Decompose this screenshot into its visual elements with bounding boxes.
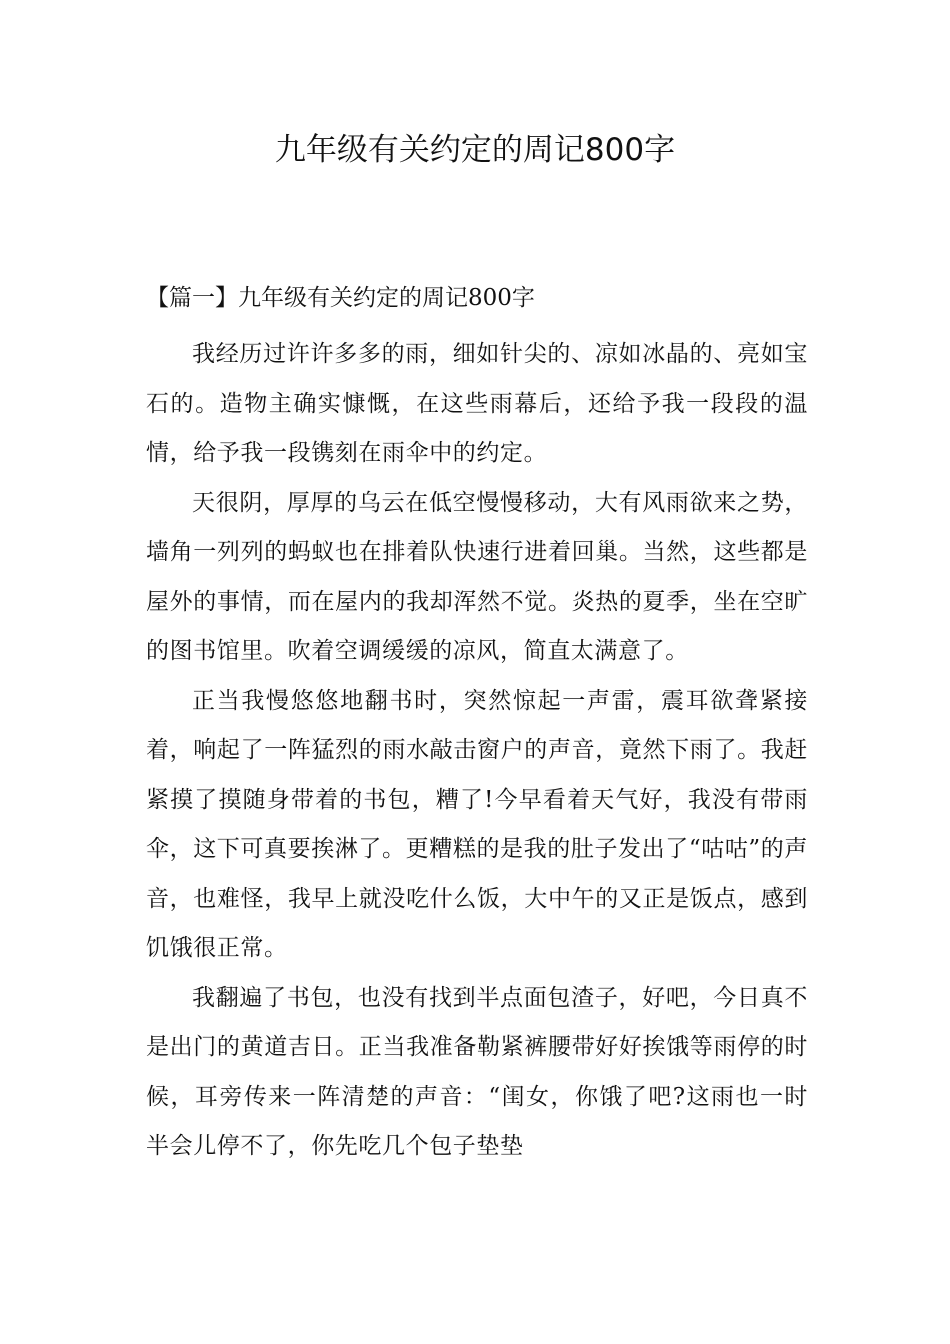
paragraph-1: 我经历过许许多多的雨，细如针尖的、凉如冰晶的、亮如宝石的。造物主确实慷慨，在这些雨幕后，还给予我一段段的温情，给予我一段镌刻在雨伞中的约定。 (146, 341, 808, 466)
document-title: 九年级有关约定的周记800字 (274, 132, 676, 168)
section-heading: 【篇一】九年级有关约定的周记800字 (146, 285, 535, 311)
paragraph-4: 我翻遍了书包，也没有找到半点面包渣子，好吧，今日真不是出门的黄道吉日。正当我准备勒紧裤腰带好好挨饿等雨停的时候，耳旁传来一阵清楚的声音：“闺女，你饿了吧?这雨也一时半会儿停不了，你先吃几个包子垫垫 (146, 984, 808, 1159)
paragraph-3: 正当我慢悠悠地翻书时，突然惊起一声雷，震耳欲聋紧接着，响起了一阵猛烈的雨水敲击窗户的声音，竟然下雨了。我赶紧摸了摸随身带着的书包，糟了!今早看着天气好，我没有带雨伞，这下可真要挨淋了。更糟糕的是我的肚子发出了“咕咕”的声音，也难怪，我早上就没吃什么饭，大中午的又正是饭点，感到饥饿很正常。 (146, 687, 808, 961)
paragraph-2: 天很阴，厚厚的乌云在低空慢慢移动，大有风雨欲来之势，墙角一列列的蚂蚁也在排着队快速行进着回巢。当然，这些都是屋外的事情，而在屋内的我却浑然不觉。炎热的夏季，坐在空旷的图书馆里。吹着空调缓缓的凉风，简直太满意了。 (146, 489, 808, 664)
document-body (146, 278, 808, 1172)
